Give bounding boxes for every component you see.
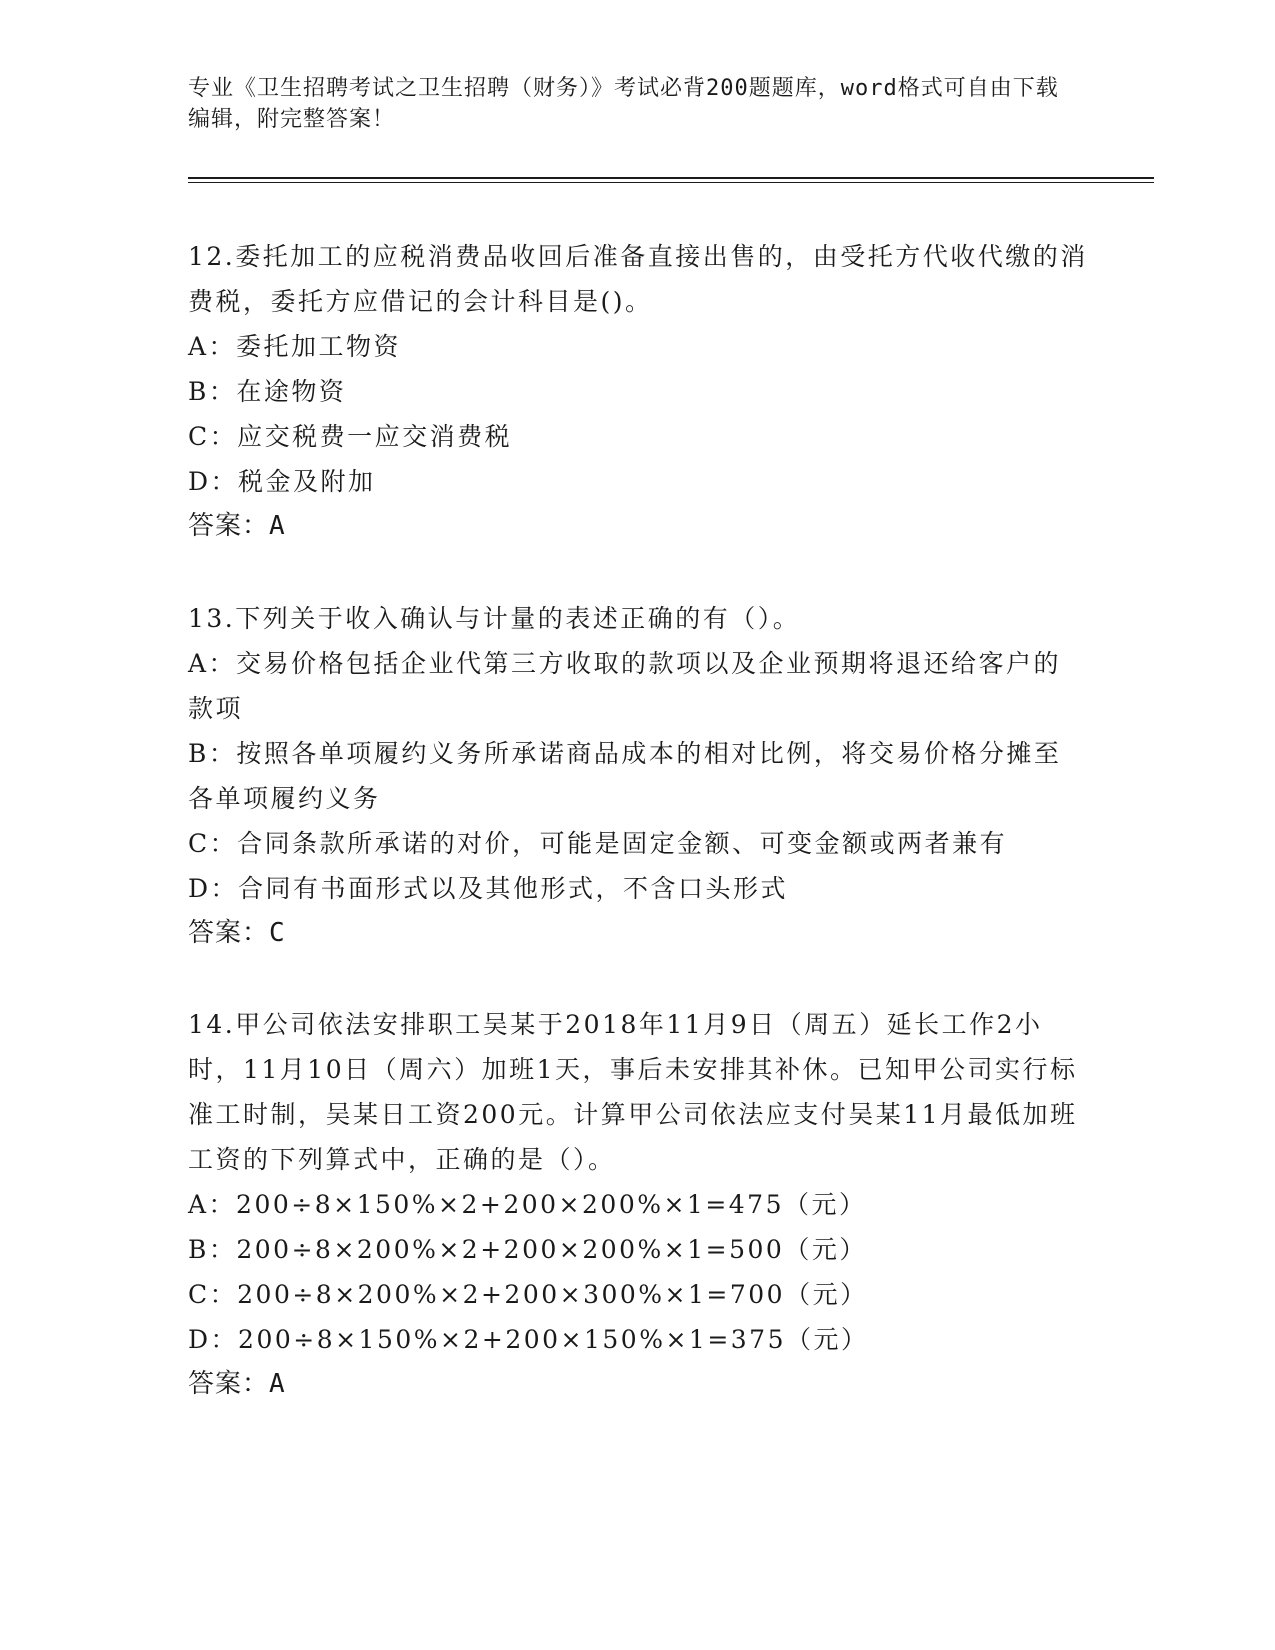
option-a: A：200÷8×150%×2+200×200%×1=475（元）: [188, 1190, 867, 1219]
option-d: D：税金及附加: [188, 467, 376, 496]
answer-label: 答案：A: [188, 1369, 286, 1399]
option-a: A：委托加工物资: [188, 332, 402, 361]
answer-label: 答案：A: [188, 511, 286, 541]
question-stem: 14.甲公司依法安排职工吴某于2018年11月9日（周五）延长工作2小时，11月10日（周六）加班1天，事后未安排其补休。已知甲公司实行标准工时制，吴某日工资200元。计算甲公司依法应支付吴某11月最低加班工资的下列算式中，正确的是（）。: [188, 1010, 1078, 1174]
question-12: [188, 234, 1088, 549]
option-b: B：在途物资: [188, 377, 347, 406]
question-stem: 13.下列关于收入确认与计量的表述正确的有（）。: [188, 604, 801, 633]
option-d: D：合同有书面形式以及其他形式，不含口头形式: [188, 874, 789, 903]
option-c: C：合同条款所承诺的对价，可能是固定金额、可变金额或两者兼有: [188, 829, 1008, 858]
option-b: B：按照各单项履约义务所承诺商品成本的相对比例，将交易价格分摊至各单项履约义务: [188, 739, 1062, 813]
answer-label: 答案：C: [188, 918, 286, 948]
question-14: [188, 1002, 1088, 1407]
option-c: C：200÷8×200%×2+200×300%×1=700（元）: [188, 1280, 868, 1309]
option-c: C：应交税费一应交消费税: [188, 422, 513, 451]
document-header: 专业《卫生招聘考试之卫生招聘（财务）》考试必背200题题库，word格式可自由下载编辑，附完整答案！: [188, 76, 1059, 132]
question-stem: 12.委托加工的应税消费品收回后准备直接出售的，由受托方代收代缴的消费税，委托方应借记的会计科目是()。: [188, 242, 1088, 316]
option-d: D：200÷8×150%×2+200×150%×1=375（元）: [188, 1325, 869, 1354]
option-b: B：200÷8×200%×2+200×200%×1=500（元）: [188, 1235, 867, 1264]
question-13: [188, 596, 1088, 956]
header-divider-thick: [188, 177, 1154, 179]
header-divider-thin: [188, 182, 1154, 183]
option-a: A：交易价格包括企业代第三方收取的款项以及企业预期将退还给客户的款项: [188, 649, 1062, 723]
